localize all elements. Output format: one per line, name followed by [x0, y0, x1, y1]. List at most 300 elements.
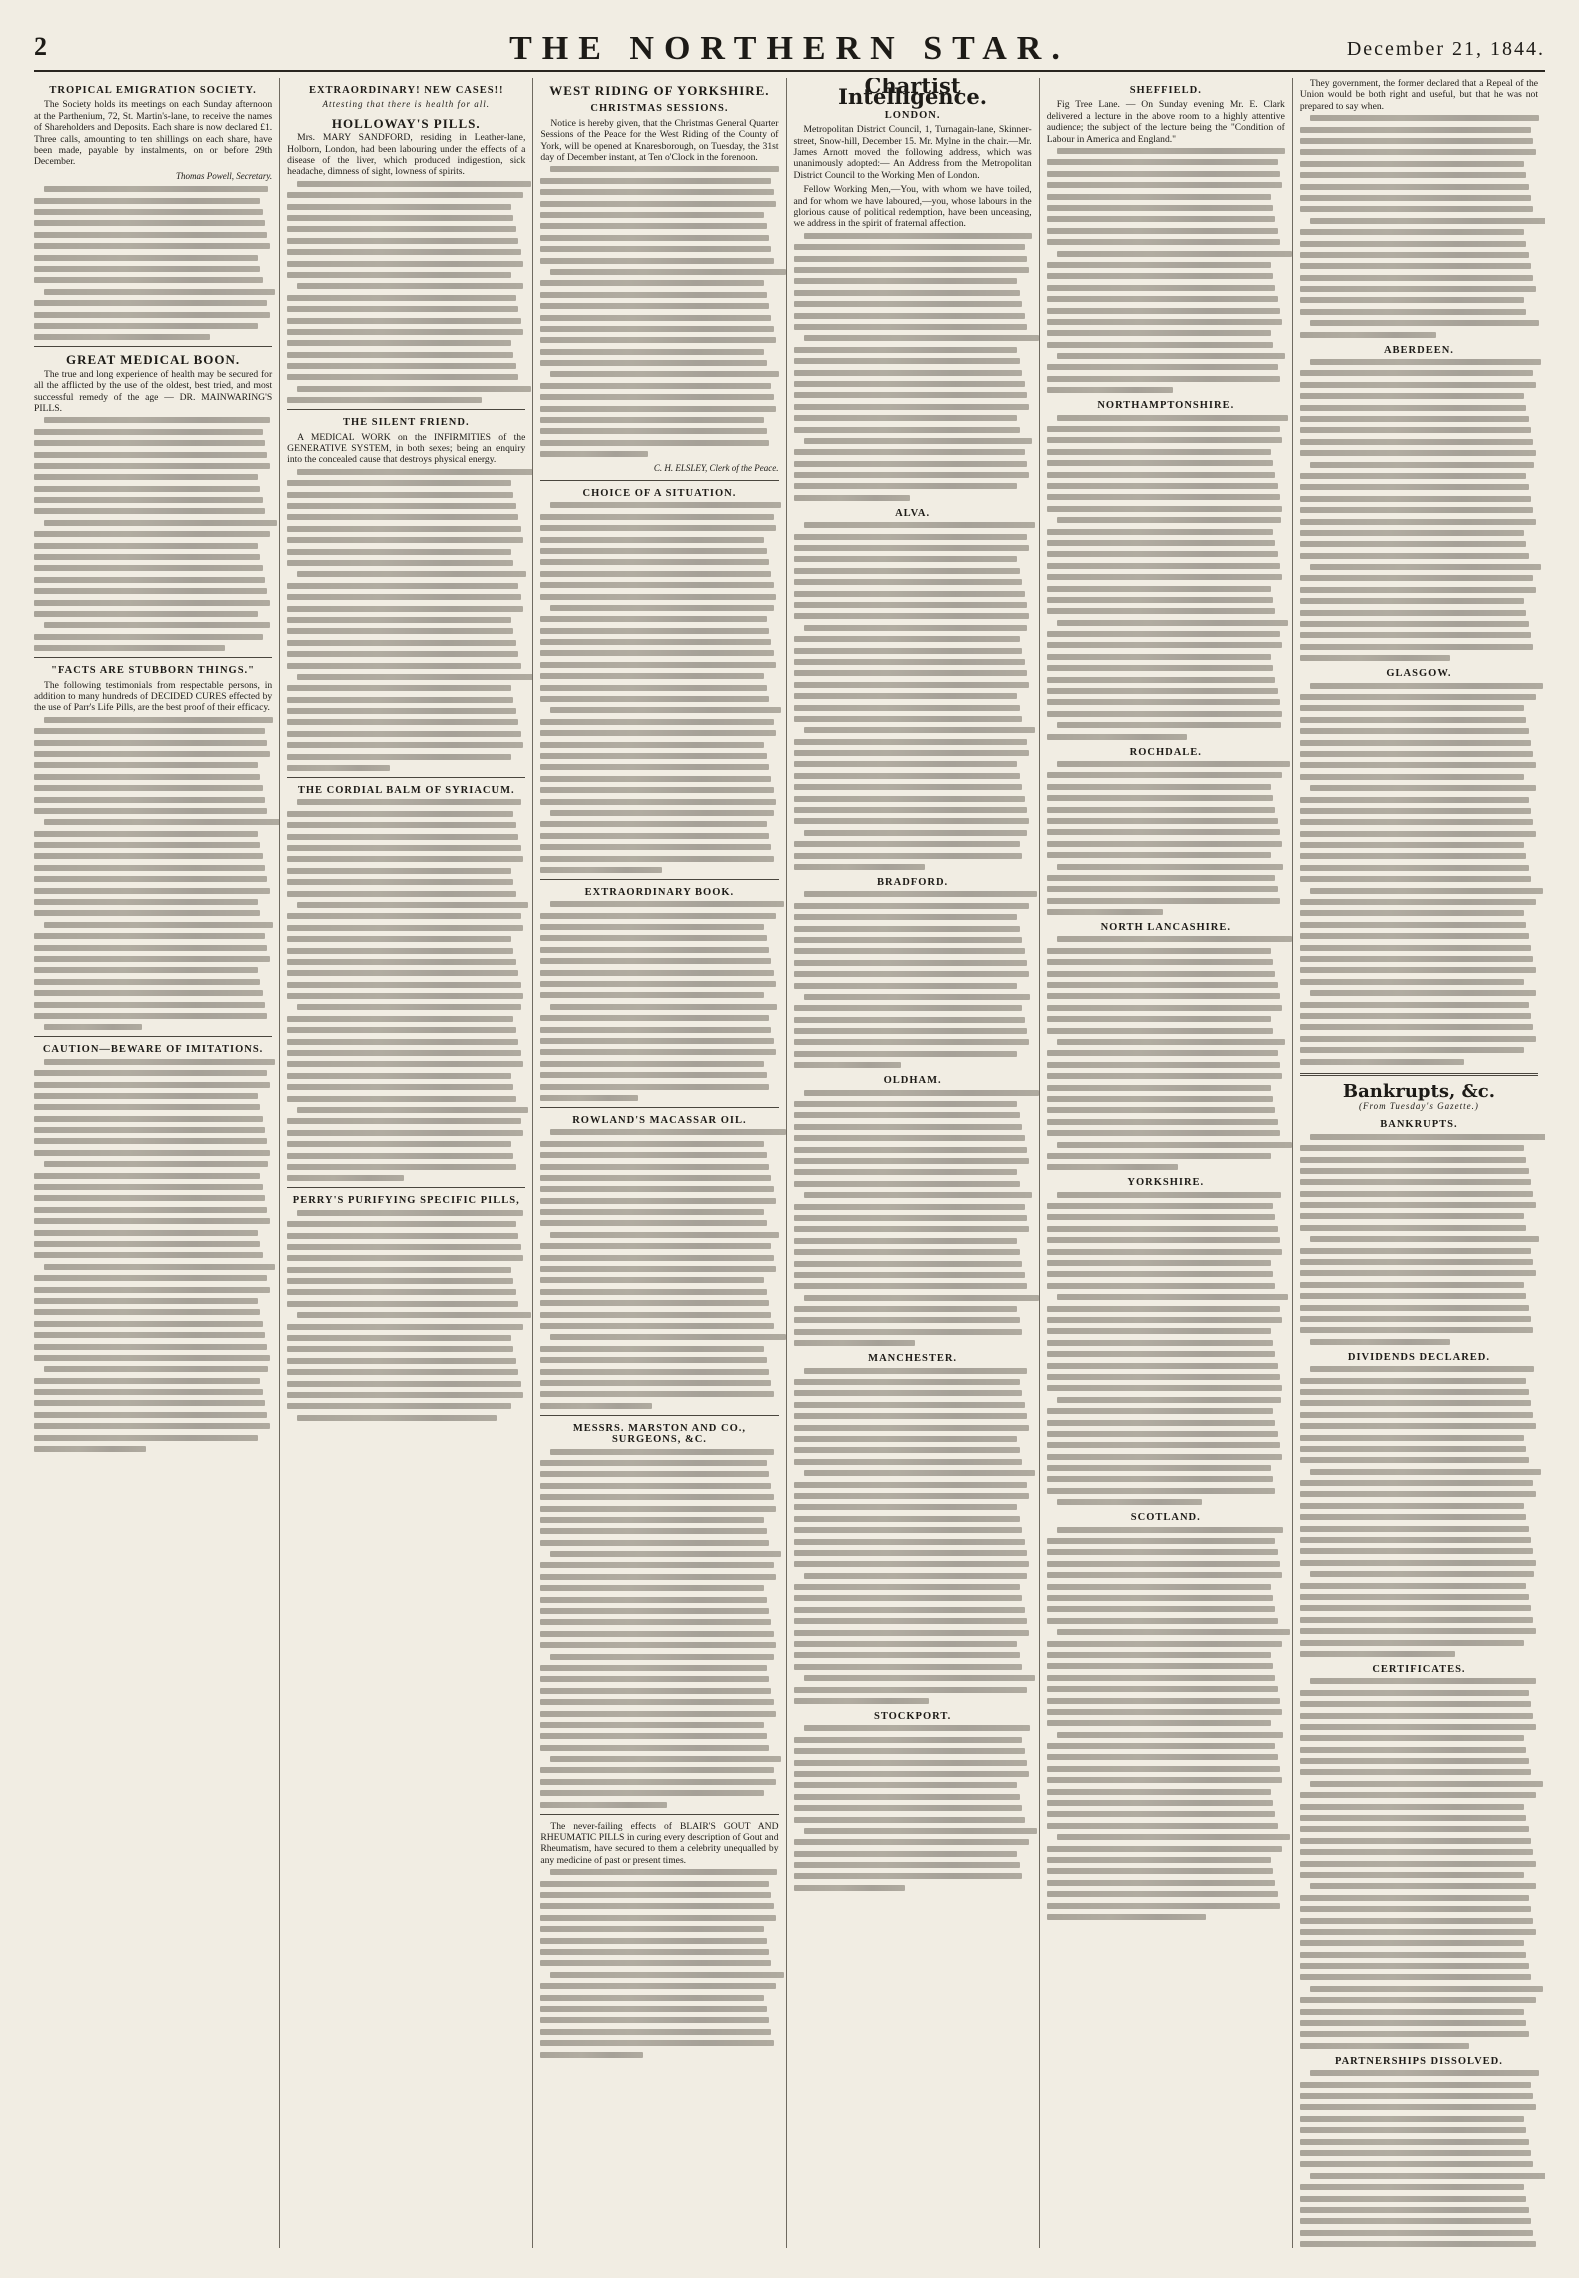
text-line [1300, 450, 1536, 456]
text-line [287, 970, 518, 976]
text-line [1310, 1678, 1536, 1684]
text-line [1047, 1880, 1276, 1886]
text-line [1300, 1617, 1533, 1623]
article-text-block [794, 1725, 1032, 1890]
text-line [540, 1802, 666, 1808]
text-line [1300, 416, 1529, 422]
text-line [540, 1255, 773, 1261]
text-line [287, 1381, 520, 1387]
text-line [1300, 1225, 1526, 1231]
text-line [540, 1699, 773, 1705]
subheading-health: Attesting that there is health for all. [322, 99, 490, 110]
text-line [1047, 677, 1276, 683]
text-line [794, 1249, 1020, 1255]
text-line [1300, 865, 1529, 871]
text-line [794, 244, 1025, 250]
text-line [1310, 1366, 1534, 1372]
text-line [34, 1070, 267, 1076]
text-line [1047, 1777, 1283, 1783]
divider [540, 1415, 778, 1416]
text-line [540, 1938, 766, 1944]
text-line [1047, 472, 1276, 478]
text-line [540, 913, 776, 919]
text-line [34, 1195, 265, 1201]
text-line [1300, 797, 1529, 803]
text-line [1300, 1059, 1464, 1065]
text-line [1047, 1271, 1273, 1277]
text-line [794, 1413, 1027, 1419]
text-line [1047, 376, 1280, 382]
text-line [550, 371, 779, 377]
text-line [1310, 1571, 1534, 1577]
text-line [287, 1221, 516, 1227]
text-line [34, 1287, 270, 1293]
text-line [1300, 496, 1531, 502]
heading-emigration-society: TROPICAL EMIGRATION SOCIETY. [49, 85, 257, 96]
text-line [287, 1073, 511, 1079]
text-line [287, 514, 518, 520]
text-line [1300, 1594, 1529, 1600]
text-line [794, 461, 1027, 467]
text-line [540, 337, 776, 343]
text-line [794, 579, 1023, 585]
text-line [794, 1039, 1030, 1045]
text-line [1047, 330, 1271, 336]
text-line [794, 1771, 1030, 1777]
text-line [794, 903, 1030, 909]
text-line [794, 483, 1018, 489]
text-line [287, 1335, 511, 1341]
text-line [34, 255, 258, 261]
text-line [540, 1915, 776, 1921]
text-line [287, 651, 518, 657]
text-line [540, 776, 771, 782]
text-line [794, 784, 1023, 790]
text-line [1047, 1476, 1273, 1482]
text-line [540, 1391, 773, 1397]
text-line [1047, 1618, 1278, 1624]
columns [34, 78, 1545, 2248]
text-line [1300, 945, 1531, 951]
text-line [1300, 1282, 1524, 1288]
text-line [1310, 1236, 1539, 1242]
text-line [1300, 910, 1524, 916]
text-line [540, 1038, 773, 1044]
text-line [1300, 241, 1526, 247]
text-line [794, 1516, 1020, 1522]
text-line [1300, 2082, 1531, 2088]
text-line [287, 1130, 523, 1136]
text-line [794, 1425, 1030, 1431]
text-line [34, 474, 258, 480]
text-line [34, 831, 258, 837]
text-line [1300, 2127, 1526, 2133]
text-line [297, 386, 530, 392]
text-line [1300, 1446, 1526, 1452]
text-line [540, 178, 771, 184]
text-line [1300, 1548, 1533, 1554]
text-line [297, 571, 526, 577]
text-line [540, 1949, 769, 1955]
text-line [540, 571, 771, 577]
text-line [540, 303, 769, 309]
text-line [1300, 275, 1533, 281]
text-line [794, 1459, 1023, 1465]
text-line [1300, 332, 1436, 338]
newspaper-title: THE NORTHERN STAR. [509, 30, 1070, 67]
text-line [1047, 551, 1278, 557]
text-line [540, 326, 773, 332]
text-line [1047, 1385, 1283, 1391]
text-line [287, 1358, 516, 1364]
text-line [540, 924, 764, 930]
text-line [1300, 1503, 1524, 1509]
text-line [794, 1283, 1027, 1289]
article-text-block [1300, 115, 1538, 337]
text-line [1300, 184, 1529, 190]
text-line [794, 1618, 1027, 1624]
text-line [1300, 1013, 1531, 1019]
text-line [287, 765, 389, 771]
text-line [1300, 1974, 1531, 1980]
text-line [794, 324, 1027, 330]
text-line [1047, 631, 1280, 637]
text-line [1047, 948, 1271, 954]
text-line [1300, 1491, 1536, 1497]
text-line [540, 1084, 769, 1090]
text-line [34, 1184, 263, 1190]
text-line [297, 674, 533, 680]
text-line [34, 429, 263, 435]
text-line [34, 1435, 258, 1441]
text-line [287, 663, 520, 669]
text-line [1300, 1735, 1524, 1741]
text-line [540, 947, 769, 953]
text-line [1047, 460, 1273, 466]
divider [287, 409, 525, 410]
text-line [540, 628, 769, 634]
text-line [297, 469, 533, 475]
article-text-block [1300, 1366, 1538, 1657]
text-line [794, 290, 1020, 296]
text-line [540, 2052, 642, 2058]
text-line [297, 799, 521, 805]
text-line [1047, 1085, 1271, 1091]
text-line [1300, 1457, 1529, 1463]
text-line [1300, 2184, 1524, 2190]
text-line [1047, 529, 1273, 535]
text-line [804, 1192, 1033, 1198]
text-line [540, 1220, 766, 1226]
text-line [287, 879, 513, 885]
text-line [540, 537, 764, 543]
article-text-block [1300, 1678, 1538, 2049]
text-line [1047, 1107, 1276, 1113]
text-line [794, 1839, 1030, 1845]
text-line [1057, 1732, 1283, 1738]
text-line [1300, 705, 1524, 711]
text-line [540, 1983, 776, 1989]
text-line [550, 1972, 783, 1978]
text-line [1300, 1514, 1526, 1520]
text-line [1047, 437, 1283, 443]
text-line [804, 727, 1035, 733]
text-line [287, 306, 518, 312]
text-line [1300, 382, 1536, 388]
text-line [1300, 252, 1529, 258]
text-line [794, 415, 1018, 421]
text-line [1310, 359, 1541, 365]
text-line [34, 1400, 265, 1406]
text-line [287, 1084, 513, 1090]
text-line [44, 922, 273, 928]
text-line [1300, 297, 1524, 303]
text-line [794, 1306, 1018, 1312]
heading-oldham: OLDHAM. [883, 1075, 942, 1087]
text-line [540, 582, 773, 588]
text-line [794, 1051, 1018, 1057]
text-line [1057, 1834, 1290, 1840]
text-line [1300, 610, 1526, 616]
divider [287, 1187, 525, 1188]
text-line [287, 1096, 516, 1102]
text-line [540, 360, 766, 366]
text-line [794, 1340, 915, 1346]
text-line [1047, 1811, 1276, 1817]
heading-manchester: MANCHESTER. [868, 1353, 958, 1365]
text-line [1300, 1327, 1533, 1333]
text-line [540, 1517, 764, 1523]
text-line [1300, 149, 1536, 155]
article-text-block [1047, 761, 1285, 915]
text-line [1300, 405, 1526, 411]
text-line [34, 945, 267, 951]
text-line [804, 1828, 1037, 1834]
text-line [540, 1061, 764, 1067]
text-line [287, 1164, 516, 1170]
text-line [34, 1002, 265, 1008]
text-line [34, 1446, 146, 1452]
text-line [1300, 2093, 1533, 2099]
text-line [1057, 251, 1293, 257]
text-line [287, 936, 511, 942]
text-line [794, 1748, 1025, 1754]
text-line [794, 381, 1025, 387]
text-line [1300, 933, 1529, 939]
text-line [1047, 608, 1276, 614]
text-line [540, 1733, 766, 1739]
text-line [1057, 1142, 1293, 1148]
text-line [1047, 296, 1278, 302]
article-text-block [1047, 1527, 1285, 1920]
text-line [34, 1355, 270, 1361]
text-line [540, 514, 773, 520]
text-line [794, 926, 1020, 932]
text-line [34, 1298, 258, 1304]
text-line [1047, 1374, 1280, 1380]
divider [540, 1107, 778, 1108]
text-line [540, 742, 764, 748]
text-line [34, 232, 267, 238]
text-line [1300, 1628, 1536, 1634]
text-line [1300, 1906, 1531, 1912]
text-line [540, 1175, 771, 1181]
text-line [794, 1698, 930, 1704]
text-line [804, 1725, 1030, 1731]
text-line [1047, 308, 1280, 314]
text-line [1300, 1952, 1526, 1958]
text-line [1300, 1435, 1524, 1441]
text-line [1300, 655, 1450, 661]
text-line [1047, 1351, 1276, 1357]
text-line [1047, 1595, 1273, 1601]
text-line [1047, 285, 1276, 291]
text-line [540, 1597, 766, 1603]
text-line [1310, 1883, 1536, 1889]
text-line [804, 625, 1028, 631]
text-line [287, 1141, 511, 1147]
column-3 [533, 78, 786, 2248]
text-line [1300, 2218, 1531, 2224]
text-line [540, 235, 769, 241]
text-line [1300, 2043, 1469, 2049]
text-line [794, 1595, 1023, 1601]
text-line [794, 1135, 1025, 1141]
text-line [1300, 2207, 1529, 2213]
text-line [44, 1366, 268, 1372]
text-line [34, 277, 263, 283]
text-line [794, 1794, 1020, 1800]
text-line [1300, 553, 1529, 559]
text-line [540, 639, 771, 645]
text-line [1047, 959, 1273, 965]
text-line [1047, 1164, 1178, 1170]
text-line [794, 960, 1027, 966]
text-line [794, 347, 1018, 353]
text-line [794, 1238, 1018, 1244]
text-line [794, 841, 1020, 847]
text-line [1300, 1849, 1533, 1855]
text-line [540, 428, 766, 434]
text-line [540, 559, 769, 565]
text-line [1300, 1826, 1529, 1832]
text-line [287, 811, 513, 817]
text-line [287, 352, 513, 358]
text-line [1047, 1846, 1283, 1852]
article-emigration-society: The Society holds its meetings on each Sunday afternoon at the Parthenium, 72, St. Martin's-lane, to receive the names of Shareholders and Deposits. Each share is now declared £1. Three calls, amounting to ten shillings on each share, have been made, payable by instalments, on or before 29th December. [34, 99, 273, 168]
text-line [34, 198, 260, 204]
text-line [1300, 473, 1526, 479]
heading-marston: MESSRS. MARSTON AND CO., SURGEONS, &C. [572, 1422, 747, 1446]
text-line [1047, 1572, 1283, 1578]
text-line [1047, 1914, 1207, 1920]
text-line [1300, 899, 1536, 905]
text-line [1300, 587, 1536, 593]
text-line [34, 543, 258, 549]
text-line [794, 1226, 1030, 1232]
text-line [1057, 1397, 1281, 1403]
text-line [34, 334, 210, 340]
text-line [1047, 1420, 1276, 1426]
text-line [1300, 808, 1531, 814]
text-line [1300, 2196, 1526, 2202]
text-line [1300, 819, 1533, 825]
text-line [794, 693, 1018, 699]
text-line [287, 295, 516, 301]
text-line [44, 1161, 268, 1167]
text-line [34, 1218, 270, 1224]
text-line [794, 1607, 1025, 1613]
text-line [1310, 888, 1543, 894]
text-line [287, 1050, 520, 1056]
text-line [287, 1301, 518, 1307]
text-line [287, 628, 513, 634]
text-line [540, 1676, 769, 1682]
text-line [1057, 1499, 1202, 1505]
text-line [1300, 2230, 1533, 2236]
heading-aberdeen: ABERDEEN. [1383, 344, 1454, 356]
text-line [34, 508, 265, 514]
text-line [794, 1782, 1018, 1788]
text-line [1300, 393, 1524, 399]
text-line [1047, 841, 1283, 847]
text-line [540, 1585, 764, 1591]
text-line [1047, 993, 1280, 999]
text-line [34, 751, 270, 757]
divider [34, 1036, 272, 1037]
text-line [1047, 1891, 1278, 1897]
text-line [540, 1015, 769, 1021]
text-line [1310, 683, 1543, 689]
text-line [540, 1711, 776, 1717]
article-address: Fellow Working Men,—You, with whom we have toiled, and for whom we have laboured,—you, whose labours in the glorious cause of political redemption, have been unceasing, we address in the spirit of fraternal affection. [793, 184, 1032, 230]
text-line [287, 503, 516, 509]
text-line [540, 1186, 773, 1192]
text-line [1047, 239, 1280, 245]
text-line [550, 1869, 776, 1875]
text-line [1300, 1605, 1531, 1611]
text-line [1300, 1701, 1531, 1707]
text-line [794, 1272, 1025, 1278]
text-line [1047, 1130, 1280, 1136]
text-line [1300, 1758, 1529, 1764]
text-line [540, 1881, 769, 1887]
text-line [1047, 262, 1271, 268]
text-line [1300, 1537, 1531, 1543]
text-line [794, 591, 1025, 597]
text-line [287, 1233, 518, 1239]
text-line [1300, 621, 1529, 627]
text-line [540, 1277, 764, 1283]
text-line [550, 1756, 781, 1762]
article-sheffield: Fig Tree Lane. — On Sunday evening Mr. E. Clark delivered a lecture in the above room to a highly attentive audience; the subject of the lecture being the "Condition of Labour in America and England." [1046, 99, 1285, 145]
text-line [804, 1368, 1028, 1374]
text-line [794, 534, 1027, 540]
text-line [540, 1072, 766, 1078]
text-line [34, 1104, 260, 1110]
article-testimonials: The following testimonials from respectable persons, in addition to many hundreds of DECIDED CURES effected by the use of Parr's Life Pills, are the best proof of their efficacy. [34, 679, 273, 714]
text-line [1057, 936, 1293, 942]
text-line [1300, 1213, 1524, 1219]
text-line [794, 1482, 1027, 1488]
text-line [287, 249, 520, 255]
page-number: 2 [34, 32, 47, 61]
text-line [287, 1244, 520, 1250]
text-line [34, 220, 265, 226]
article-sessions: Notice is hereby given, that the Christmas General Quarter Sessions of the Peace for the West Riding of the County of York, will be opened at Knaresborough, on Tuesday, the 31st day of December instant, at Ten o'Clock in the forenoon. [540, 117, 779, 164]
text-line [1300, 1036, 1536, 1042]
text-line [34, 956, 270, 962]
